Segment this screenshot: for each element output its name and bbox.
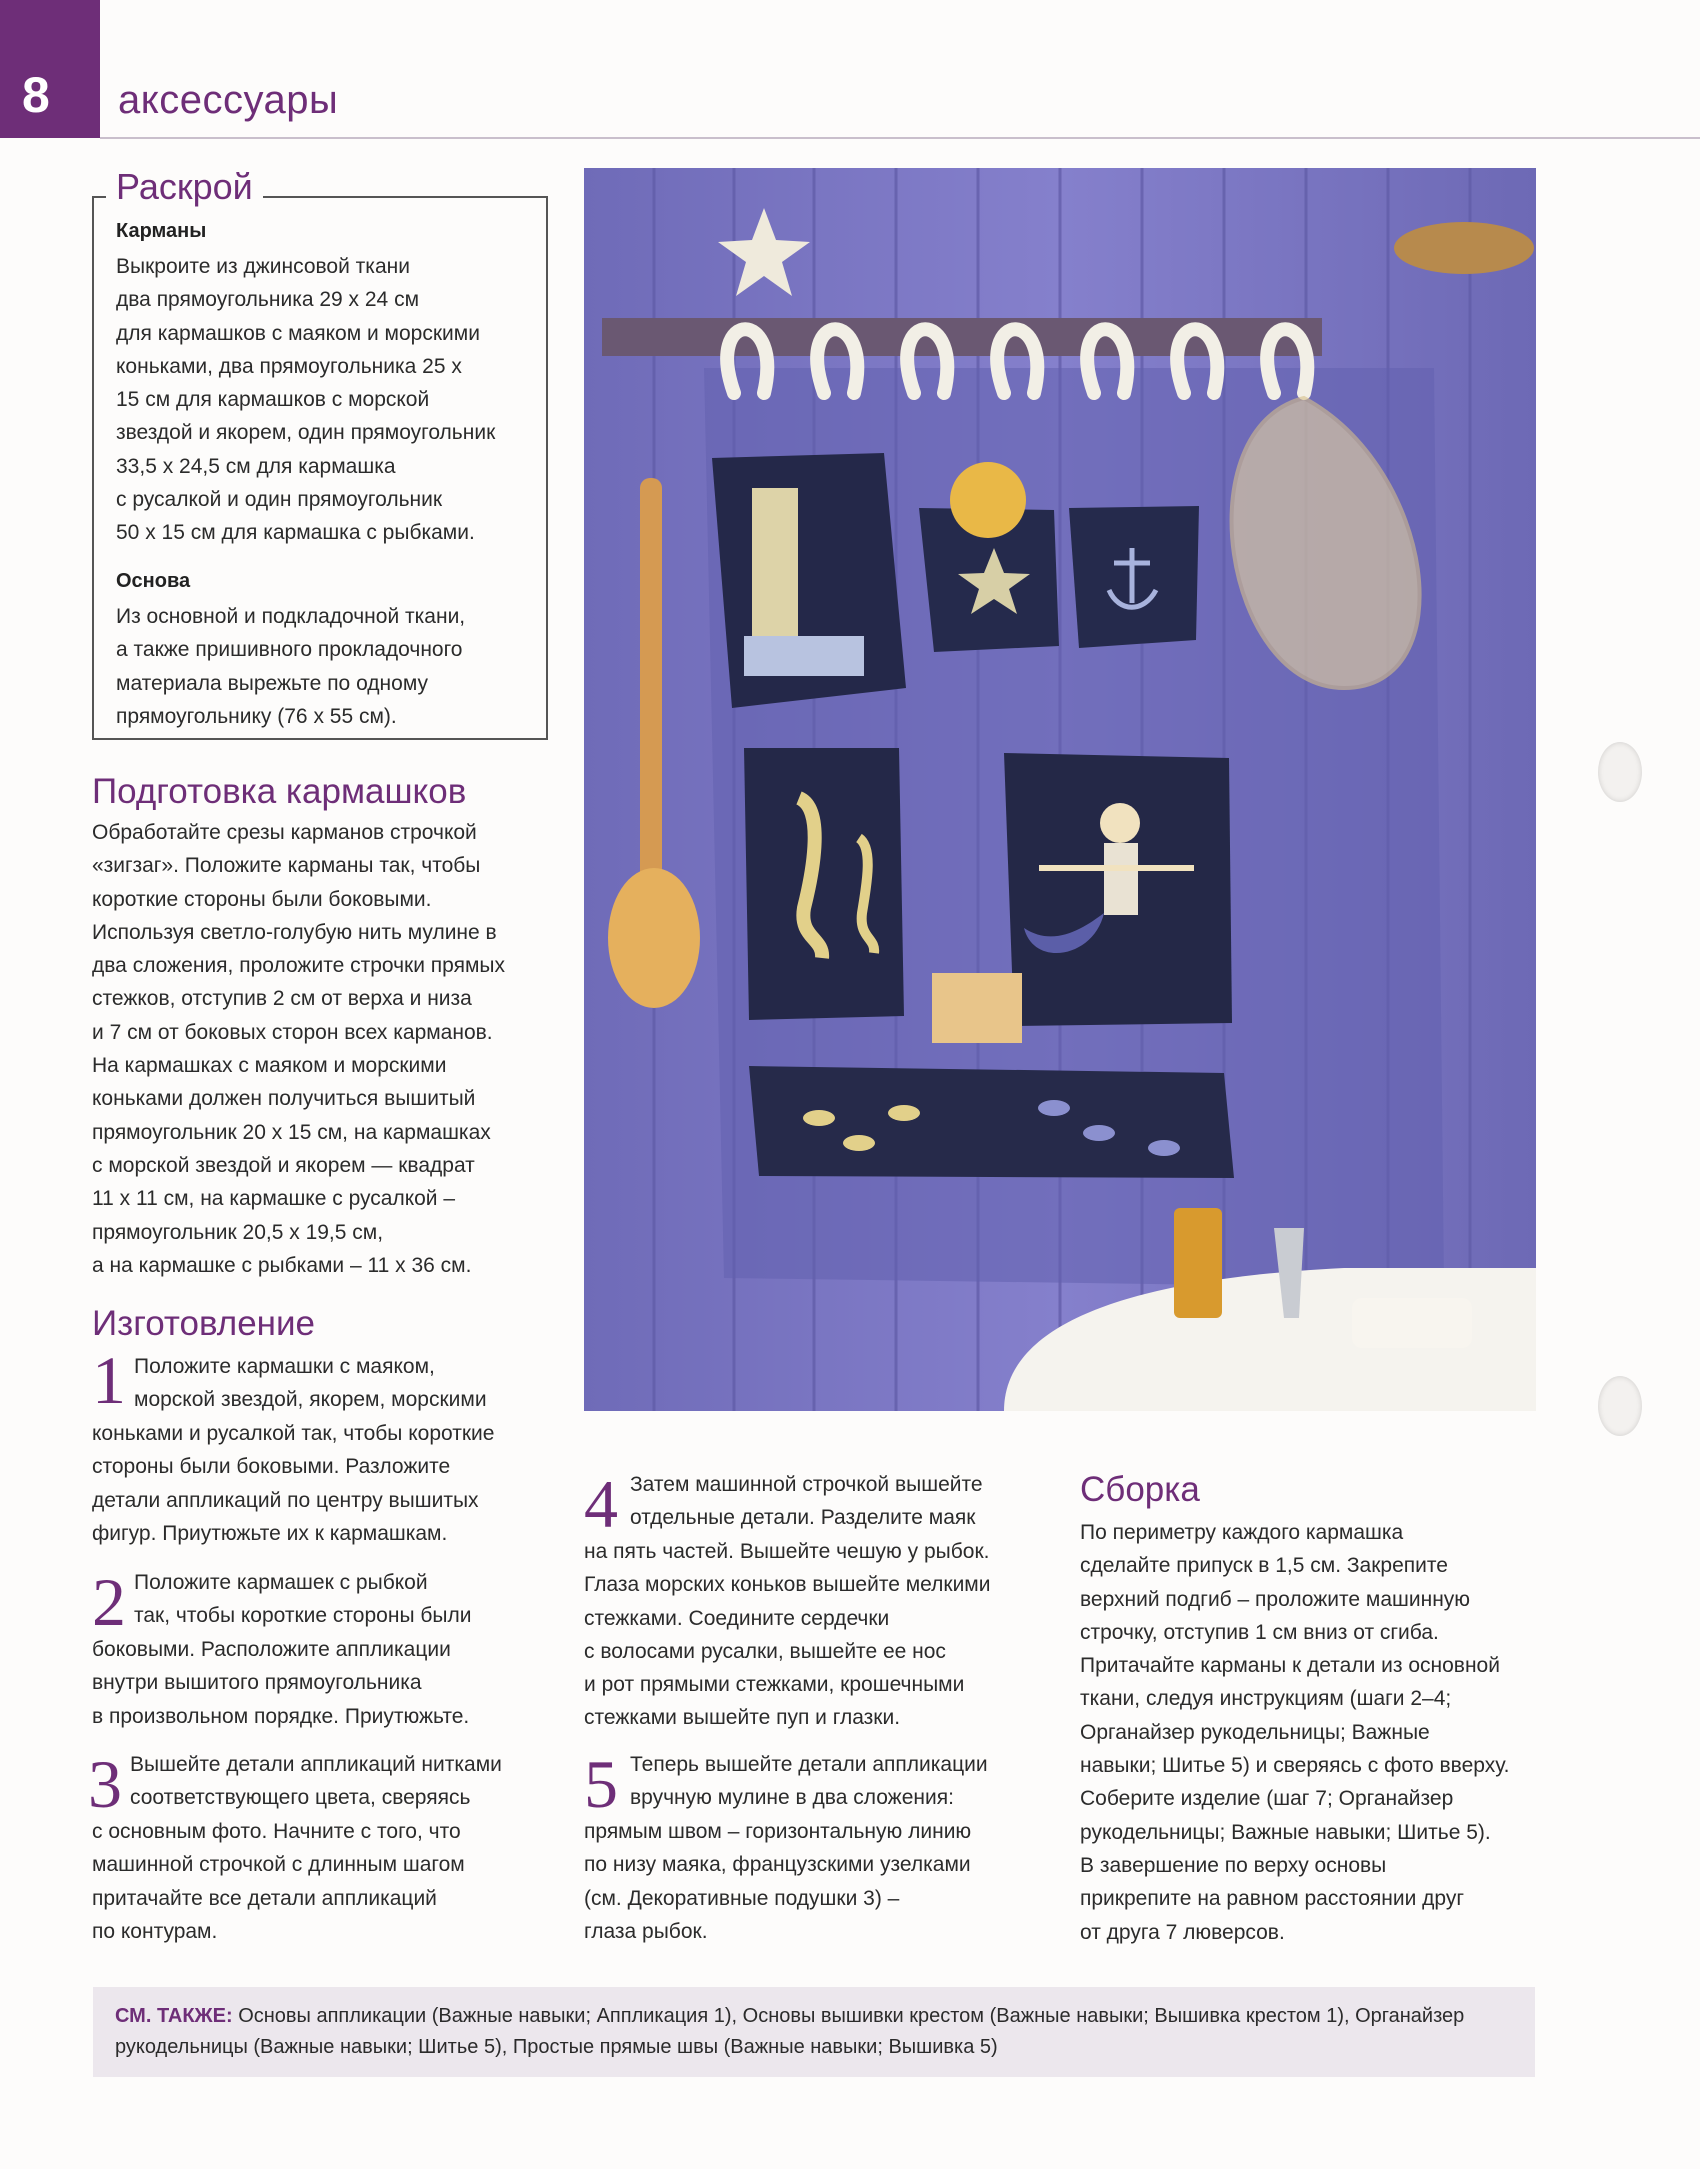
pockets-text (116, 250, 495, 550)
pocket-anchor (1069, 506, 1199, 648)
text-line: притачайте все детали аппликаций (92, 1886, 437, 1910)
text-line: с основным фото. Начните с того, что (92, 1820, 461, 1843)
text-line: На кармашках с маяком и морскими (92, 1054, 447, 1078)
see-also-text (115, 2001, 1535, 2063)
step-number-2: 2 (92, 1564, 126, 1640)
base-heading: Основа (116, 570, 191, 592)
step-number-5: 5 (584, 1746, 618, 1822)
text-line: навыки; Шитье 5) и сверяясь с фото вверху. (1080, 1754, 1510, 1778)
text-line: прямым швом – горизонтальную линию (584, 1820, 972, 1843)
step-number-1: 1 (92, 1342, 126, 1418)
section-title: аксессуары (118, 78, 339, 122)
text-line: Положите кармашек с рыбкой (134, 1571, 428, 1594)
step-number-4: 4 (584, 1466, 618, 1542)
text-line: а на кармашке с рыбками – 11 х 36 см. (92, 1253, 472, 1277)
step-4-text (584, 1535, 990, 1735)
text-line: глаза рыбок. (584, 1919, 708, 1943)
text-line: Притачайте карманы к детали из основной (1080, 1654, 1500, 1678)
brush-head (608, 868, 700, 1008)
text-line: по низу маяка, французскими узелками (584, 1853, 971, 1877)
text-line: отдельные детали. Разделите маяк (630, 1506, 976, 1530)
text-line: соответствующего цвета, сверяясь (130, 1786, 471, 1810)
text-line: Органайзер рукодельницы; Важные (1080, 1720, 1430, 1744)
text-line: стороны были боковыми. Разложите (92, 1455, 451, 1479)
header-divider (100, 137, 1700, 139)
text-line: детали аппликаций по центру вышитых (92, 1488, 479, 1512)
see-also-box (93, 1987, 1535, 2077)
pocket-seahorses (744, 748, 904, 1020)
text-line: Глаза морских коньков вышейте мелкими (584, 1573, 991, 1597)
text-line: Затем машинной строчкой вышейте (630, 1473, 983, 1496)
text-line: стежками. Соедините сердечки (584, 1606, 890, 1630)
pockets-heading: Карманы (116, 220, 207, 242)
prep-text (92, 816, 505, 1282)
text-line: 33,5 х 24,5 см для кармашка (116, 454, 396, 478)
step-2-intro (134, 1566, 471, 1633)
text-line: и рот прямыми стежками, крошечными (584, 1673, 965, 1697)
text-line: строчку, отступив 1 см вниз от сгиба. (1080, 1620, 1439, 1644)
text-line: машинной строчкой с длинным шагом (92, 1853, 465, 1877)
text-line: коньками и русалкой так, чтобы короткие (92, 1422, 495, 1445)
text-line: Соберите изделие (шаг 7; Органайзер (1080, 1787, 1454, 1811)
text-line: коньками, два прямоугольника 25 х (116, 354, 462, 378)
text-line: звездой и якорем, один прямоугольник (116, 421, 496, 445)
text-line: морской звездой, якорем, морскими (134, 1388, 487, 1412)
see-also-refs: Основы аппликации (Важные навыки; Аппликация 1), Основы вышивки крестом (Важные навыки; Вышивка крестом 1), Органайзер рукодельницы (Важные навыки; Шитье 5), Простые прямые швы (Важные навыки; Вышивка 5) (115, 2005, 1465, 2058)
text-line: 50 х 15 см для кармашка с рыбками. (116, 521, 475, 545)
text-line: По периметру каждого кармашка (1080, 1521, 1404, 1544)
page-number-block (0, 0, 100, 138)
text-line: на пять частей. Вышейте чешую у рыбок. (584, 1540, 990, 1563)
text-line: рукодельницы; Важные навыки; Шитье 5). (1080, 1820, 1491, 1844)
bottle (1174, 1208, 1222, 1318)
step-1-text (92, 1417, 494, 1550)
pocket-lighthouse (712, 453, 906, 708)
assembly-text (1080, 1516, 1509, 1949)
comb (932, 973, 1022, 1043)
step-number-3: 3 (88, 1746, 122, 1822)
see-also-label: СМ. ТАКЖЕ: (115, 2005, 233, 2027)
text-line: стежками вышейте пуп и глазки. (584, 1706, 901, 1730)
text-line: вручную мулине в два сложения: (630, 1786, 954, 1810)
text-line: В завершение по верху основы (1080, 1853, 1387, 1877)
text-line: короткие стороны были боковыми. (92, 887, 432, 911)
text-line: Теперь вышейте детали аппликации (630, 1753, 988, 1776)
text-line: стежков, отступив 2 см от верха и низа (92, 987, 472, 1011)
step-5-text (584, 1815, 971, 1948)
text-line: прямоугольнику (76 х 55 см). (116, 704, 397, 728)
text-line: от друга 7 люверсов. (1080, 1920, 1285, 1944)
pocket-mermaid (1004, 753, 1232, 1026)
step-3-intro (130, 1748, 502, 1815)
text-line: для кармашков с маяком и морскими (116, 321, 480, 345)
step-2-text (92, 1633, 469, 1733)
brush-handle (640, 478, 662, 898)
punch-hole-bottom (1598, 1376, 1642, 1436)
text-line: Выкроите из джинсовой ткани (116, 255, 410, 278)
text-line: 15 см для кармашков с морской (116, 388, 430, 412)
step-4-intro (630, 1468, 983, 1535)
text-line: фигур. Приутюжьте их к кармашкам. (92, 1521, 448, 1545)
cutting-title: Раскрой (106, 166, 263, 208)
soap-jar (1352, 1298, 1472, 1348)
text-line: а также пришивного прокладочного (116, 638, 463, 662)
text-line: сделайте припуск в 1,5 см. Закрепите (1080, 1554, 1448, 1578)
text-line: материала вырежьте по одному (116, 671, 428, 695)
text-line: внутри вышитого прямоугольника (92, 1671, 422, 1695)
photo-illustration (584, 168, 1536, 1411)
text-line: коньками должен получиться вышитый (92, 1087, 476, 1111)
text-line: 11 х 11 см, на кармашке с русалкой – (92, 1187, 456, 1211)
text-line: Вышейте детали аппликаций нитками (130, 1753, 502, 1776)
text-line: с морской звездой и якорем — квадрат (92, 1153, 475, 1177)
text-line: прямоугольник 20,5 х 19,5 см, (92, 1220, 384, 1244)
text-line: ткани, следуя инструкциям (шаги 2–4; (1080, 1687, 1452, 1711)
text-line: с русалкой и один прямоугольник (116, 488, 443, 512)
text-line: Из основной и подкладочной ткани, (116, 605, 466, 628)
text-line: с волосами русалки, вышейте ее нос (584, 1639, 946, 1663)
text-line: Обработайте срезы карманов строчкой (92, 821, 477, 844)
organizer-photo (584, 168, 1536, 1411)
text-line: так, чтобы короткие стороны были (134, 1604, 472, 1628)
assembly-title: Сборка (1080, 1470, 1200, 1509)
text-line: прямоугольник 20 х 15 см, на кармашках (92, 1120, 491, 1144)
punch-hole-top (1598, 742, 1642, 802)
text-line: Используя светло-голубую нить мулине в (92, 920, 497, 944)
making-title: Изготовление (92, 1304, 316, 1343)
page-number: 8 (22, 67, 50, 123)
text-line: «зигзаг». Положите карманы так, чтобы (92, 854, 481, 878)
text-line: верхний подгиб – проложите машинную (1080, 1587, 1471, 1611)
text-line: прикрепите на равном расстоянии друг (1080, 1887, 1465, 1911)
text-line: Положите кармашки с маяком, (134, 1355, 435, 1378)
step-1-intro (134, 1350, 487, 1417)
base-text (116, 600, 465, 733)
step-5-intro (630, 1748, 988, 1815)
text-line: по контурам. (92, 1919, 218, 1943)
prep-title: Подготовка кармашков (92, 772, 467, 811)
step-3-text (92, 1815, 465, 1948)
text-line: два прямоугольника 29 х 24 см (116, 288, 420, 312)
wooden-fish-decor (1394, 222, 1534, 274)
pocket-fish (749, 1066, 1234, 1178)
text-line: и 7 см от боковых сторон всех карманов. (92, 1020, 493, 1044)
text-line: боковыми. Расположите аппликации (92, 1638, 451, 1661)
text-line: в произвольном порядке. Приутюжьте. (92, 1704, 470, 1728)
text-line: (см. Декоративные подушки 3) – (584, 1886, 900, 1910)
text-line: два сложения, проложите строчки прямых (92, 954, 506, 978)
